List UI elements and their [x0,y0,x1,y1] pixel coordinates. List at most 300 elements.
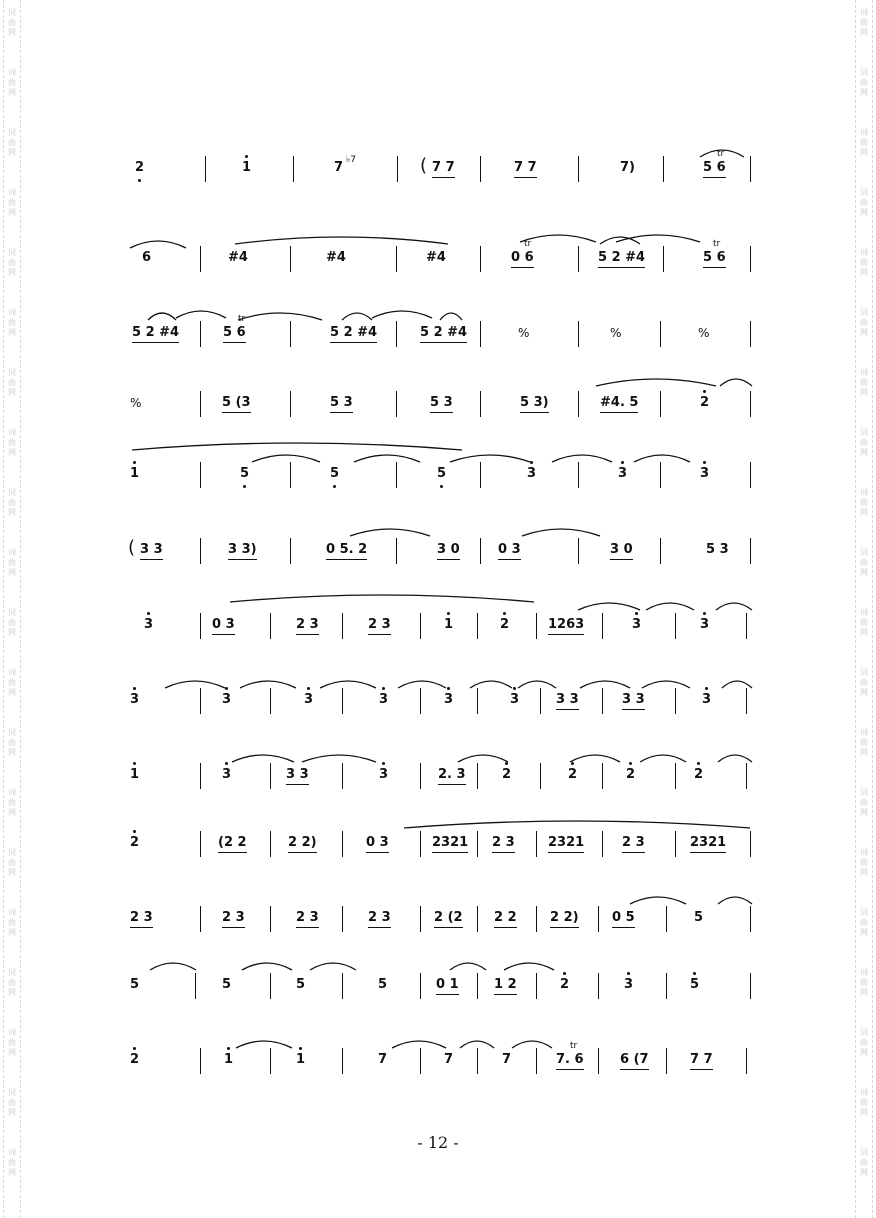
note: 2 [130,835,140,850]
watermark-char: 网 [860,1168,868,1177]
slur [398,681,446,688]
note: tr [238,314,246,324]
watermark-char: 词 [860,488,868,497]
note: 3 [222,767,232,782]
watermark-char: 曲 [860,498,868,507]
note: 2 3 [492,835,515,853]
bar-line [602,613,603,639]
note: 3 3 [622,692,645,710]
watermark-char: 曲 [8,198,16,207]
watermark-char: 曲 [8,858,16,867]
note: 0 6 [511,250,534,268]
watermark-char: 网 [8,1108,16,1117]
bar-line [536,613,537,639]
octave-dot [299,1047,302,1050]
bar-line [598,1048,599,1074]
bar-line [342,763,343,789]
watermark-char: 词 [8,248,16,257]
note: 3 [527,466,537,481]
bar-line [200,613,201,639]
watermark-char: 曲 [860,1158,868,1167]
note: ♭7 [346,155,356,165]
watermark-char: 曲 [8,618,16,627]
watermark-char: 词 [860,548,868,557]
slur [372,311,432,318]
note: 2 [694,767,704,782]
bar-line [480,156,481,182]
watermark-char: 网 [8,568,16,577]
note: 1 [444,617,454,632]
watermark-char: 网 [860,28,868,37]
bar-line [540,688,541,714]
bar-line [477,688,478,714]
bar-line [660,538,661,564]
slur [240,681,296,688]
page-number: - 12 - [417,1133,459,1152]
note: 2 3 [296,910,319,928]
note: 5 [296,977,306,992]
note: 3 [304,692,314,707]
note: 0 3 [212,617,235,635]
slur [460,1041,494,1048]
watermark-char: 网 [860,808,868,817]
octave-dot [563,972,566,975]
bar-line [750,906,751,932]
watermark-char: 词 [8,848,16,857]
watermark-char: 曲 [860,18,868,27]
bar-line [480,246,481,272]
bar-line [200,391,201,417]
slur [235,237,448,244]
bar-line [396,538,397,564]
bar-line [578,156,579,182]
octave-dot [513,687,516,690]
watermark-char: 曲 [860,798,868,807]
note: 2321 [690,835,726,853]
watermark-char: 词 [8,968,16,977]
slur [520,235,596,242]
watermark-char: 曲 [8,1158,16,1167]
watermark-char: 网 [8,508,16,517]
watermark-char: 网 [860,448,868,457]
watermark-char: 曲 [860,78,868,87]
octave-dot [447,612,450,615]
note: 2 2) [288,835,317,853]
bar-line [750,831,751,857]
note: 1 [130,767,140,782]
slur [310,963,356,970]
slur [238,313,322,320]
watermark-char: 词 [8,908,16,917]
octave-dot [703,461,706,464]
note: 0 1 [436,977,459,995]
note: % [518,326,530,340]
slur [165,681,225,688]
slur [132,443,462,450]
watermark-char: 词 [8,488,16,497]
slur [458,755,508,762]
slur [130,241,186,248]
slur [518,681,556,688]
note: 2 3 [130,910,153,928]
bar-line [675,831,676,857]
octave-dot [571,762,574,765]
watermark-char: 词 [860,728,868,737]
note: 3 [632,617,642,632]
slur [642,681,690,688]
note: 2. 3 [438,767,466,785]
watermark-char: 词 [8,1148,16,1157]
bar-line [397,156,398,182]
note: 0 5. 2 [326,542,367,560]
watermark-char: 词 [860,608,868,617]
bar-line [477,613,478,639]
bar-line [270,688,271,714]
watermark-char: 网 [8,88,16,97]
watermark-char: 曲 [860,138,868,147]
note: % [698,326,710,340]
note: 2 2) [550,910,579,928]
bar-line [420,763,421,789]
bar-line [420,1048,421,1074]
bar-line [598,906,599,932]
slur [718,755,752,762]
note: 7 [334,160,344,175]
bar-line [666,1048,667,1074]
slur [252,455,320,462]
bar-line [270,613,271,639]
octave-dot [382,687,385,690]
watermark-char: 词 [860,1088,868,1097]
watermark-char: 词 [860,668,868,677]
bar-line [480,321,481,347]
bar-line [602,763,603,789]
note: 3 [130,692,140,707]
note: 5 [330,466,340,481]
octave-dot [333,485,336,488]
bar-line [536,831,537,857]
note: 5 2 #4 [132,325,179,343]
note: 2321 [548,835,584,853]
note: 3 [618,466,628,481]
bar-line [200,1048,201,1074]
bar-line [290,391,291,417]
bar-line [477,906,478,932]
bar-line [477,831,478,857]
watermark-char: 曲 [860,1098,868,1107]
note: 2 [626,767,636,782]
bar-line [477,973,478,999]
bar-line [342,973,343,999]
watermark-char: 网 [8,988,16,997]
note: 2 [560,977,570,992]
watermark-char: 曲 [8,378,16,387]
bar-line [536,906,537,932]
note: #4 [426,250,446,265]
slur [630,897,686,904]
note: 5 [690,977,700,992]
octave-dot [227,1047,230,1050]
bar-line [342,831,343,857]
octave-dot [138,179,141,182]
slur [450,963,486,970]
watermark-char: 曲 [860,918,868,927]
watermark-char: 曲 [8,978,16,987]
note: 3 [700,617,710,632]
watermark-char: 网 [860,628,868,637]
watermark-char: 词 [860,1148,868,1157]
slur [236,1041,292,1048]
watermark-char: 网 [860,748,868,757]
octave-dot [382,762,385,765]
watermark-char: 曲 [8,18,16,27]
watermark-char: 曲 [8,918,16,927]
watermark-char: 词 [8,1088,16,1097]
watermark-char: 词 [8,188,16,197]
bar-line [480,538,481,564]
octave-dot [133,461,136,464]
slur [176,311,226,318]
slur [596,379,716,386]
bar-line [290,321,291,347]
note: 7) [620,160,635,175]
slur [392,1041,446,1048]
watermark-char: 词 [860,848,868,857]
slur [148,313,176,320]
note: 2 3 [368,617,391,635]
bar-line [200,906,201,932]
bar-line [342,613,343,639]
note: 0 3 [366,835,389,853]
watermark-char: 曲 [860,678,868,687]
note: 2 3 [222,910,245,928]
note: 3 [700,466,710,481]
note: #4 [326,250,346,265]
octave-dot [627,972,630,975]
slur [242,963,292,970]
bar-line [660,391,661,417]
bar-line [342,688,343,714]
note: 5 3 [706,542,729,557]
watermark-char: 网 [8,868,16,877]
slur [512,1041,552,1048]
octave-dot [307,687,310,690]
watermark-char: 曲 [8,138,16,147]
note: tr [713,239,721,249]
note: 1 [242,160,252,175]
watermark-char: 网 [860,328,868,337]
watermark-char: 词 [860,188,868,197]
note: 7 7 [690,1052,713,1070]
slur [570,755,620,762]
watermark-char: 曲 [860,558,868,567]
note: 3 [379,692,389,707]
bar-line [750,538,751,564]
note: tr [570,1041,578,1051]
octave-dot [133,762,136,765]
watermark-char: 曲 [8,318,16,327]
slur [150,963,196,970]
note: 6 (7 [620,1052,649,1070]
note: 3 3 [556,692,579,710]
octave-dot [133,830,136,833]
octave-dot [503,612,506,615]
watermark-char: 曲 [8,438,16,447]
octave-dot [621,461,624,464]
note: 5 3 [330,395,353,413]
bar-line [270,973,271,999]
slur [232,755,294,762]
bar-line [290,246,291,272]
note: 2 3 [296,617,319,635]
octave-dot [635,612,638,615]
note: 3 0 [437,542,460,560]
note: 5 3 [430,395,453,413]
note: 5 [694,910,704,925]
octave-dot [243,485,246,488]
watermark-char: 网 [8,628,16,637]
note: 5 (3 [222,395,251,413]
note: 3 3) [228,542,257,560]
note: 3 [702,692,712,707]
watermark-char: 网 [8,328,16,337]
bar-line [536,1048,537,1074]
watermark-char: 曲 [8,1098,16,1107]
watermark-char: 网 [8,1048,16,1057]
watermark-char: 网 [860,88,868,97]
bar-line [663,246,664,272]
watermark-char: 词 [860,428,868,437]
watermark-char: 网 [8,268,16,277]
bar-line [270,906,271,932]
bar-line [420,973,421,999]
bar-line [536,973,537,999]
note: % [610,326,622,340]
note: 5 3) [520,395,549,413]
watermark-char: 词 [860,908,868,917]
watermark-char: 词 [8,308,16,317]
bar-line [420,831,421,857]
watermark-char: 词 [860,968,868,977]
bar-line [666,906,667,932]
slur [404,821,750,828]
note: tr [717,149,725,159]
bar-line [396,462,397,488]
slur [320,681,376,688]
bar-line [200,831,201,857]
bar-line [578,538,579,564]
watermark-char: 词 [8,668,16,677]
watermark-char: 曲 [860,618,868,627]
octave-dot [693,972,696,975]
bar-line [205,156,206,182]
note: 1 [296,1052,306,1067]
bar-line [342,1048,343,1074]
bar-line [396,391,397,417]
octave-dot [505,762,508,765]
watermark-char: 词 [860,1028,868,1037]
bar-line [195,973,196,999]
note: 5 [437,466,447,481]
bar-line [746,1048,747,1074]
watermark-char: 词 [860,368,868,377]
watermark-char: 词 [860,128,868,137]
note: #4. 5 [600,395,638,413]
watermark-char: 曲 [860,378,868,387]
watermark-char: 曲 [8,558,16,567]
watermark-char: 曲 [8,1038,16,1047]
bar-line [420,613,421,639]
bar-line [660,321,661,347]
bar-line [578,246,579,272]
note: 6 [142,250,152,265]
watermark-char: 网 [860,148,868,157]
bar-line [420,688,421,714]
bar-line [200,246,201,272]
octave-dot [133,1047,136,1050]
octave-dot [440,485,443,488]
bar-line [750,462,751,488]
slur [634,455,690,462]
watermark-char: 网 [860,508,868,517]
watermark-char: 网 [860,1108,868,1117]
slur [342,313,372,320]
bar-line [270,763,271,789]
watermark-char: 网 [860,388,868,397]
note: (2 2 [218,835,247,853]
watermark-char: 网 [860,268,868,277]
watermark-char: 词 [8,728,16,737]
watermark-char: 词 [8,1028,16,1037]
bar-line [598,973,599,999]
bar-line [477,763,478,789]
slur [470,681,512,688]
bar-line [200,321,201,347]
note: 3 [510,692,520,707]
slur [580,681,630,688]
octave-dot [703,612,706,615]
bar-line [750,156,751,182]
watermark-char: 网 [860,988,868,997]
watermark-char: 词 [860,68,868,77]
watermark-char: 网 [860,1048,868,1057]
octave-dot [530,461,533,464]
bar-line [660,462,661,488]
watermark-char: 曲 [860,438,868,447]
slur [522,529,600,536]
watermark-char: 词 [8,788,16,797]
watermark-char: 曲 [8,678,16,687]
note: 1 [130,466,140,481]
note: 2 [700,395,710,410]
note: 5 6 [223,325,246,343]
note: 5 [378,977,388,992]
slur [716,603,752,610]
watermark-char: 网 [8,928,16,937]
watermark-char: 词 [8,68,16,77]
bar-line [675,688,676,714]
slur [504,963,554,970]
watermark-char: 网 [8,208,16,217]
watermark-char: 词 [8,608,16,617]
watermark-char: 词 [860,308,868,317]
slur [646,603,694,610]
watermark-char: 网 [8,148,16,157]
bar-line [270,831,271,857]
note: 2 2 [494,910,517,928]
slur [302,755,376,762]
note: 5 6 [703,160,726,178]
